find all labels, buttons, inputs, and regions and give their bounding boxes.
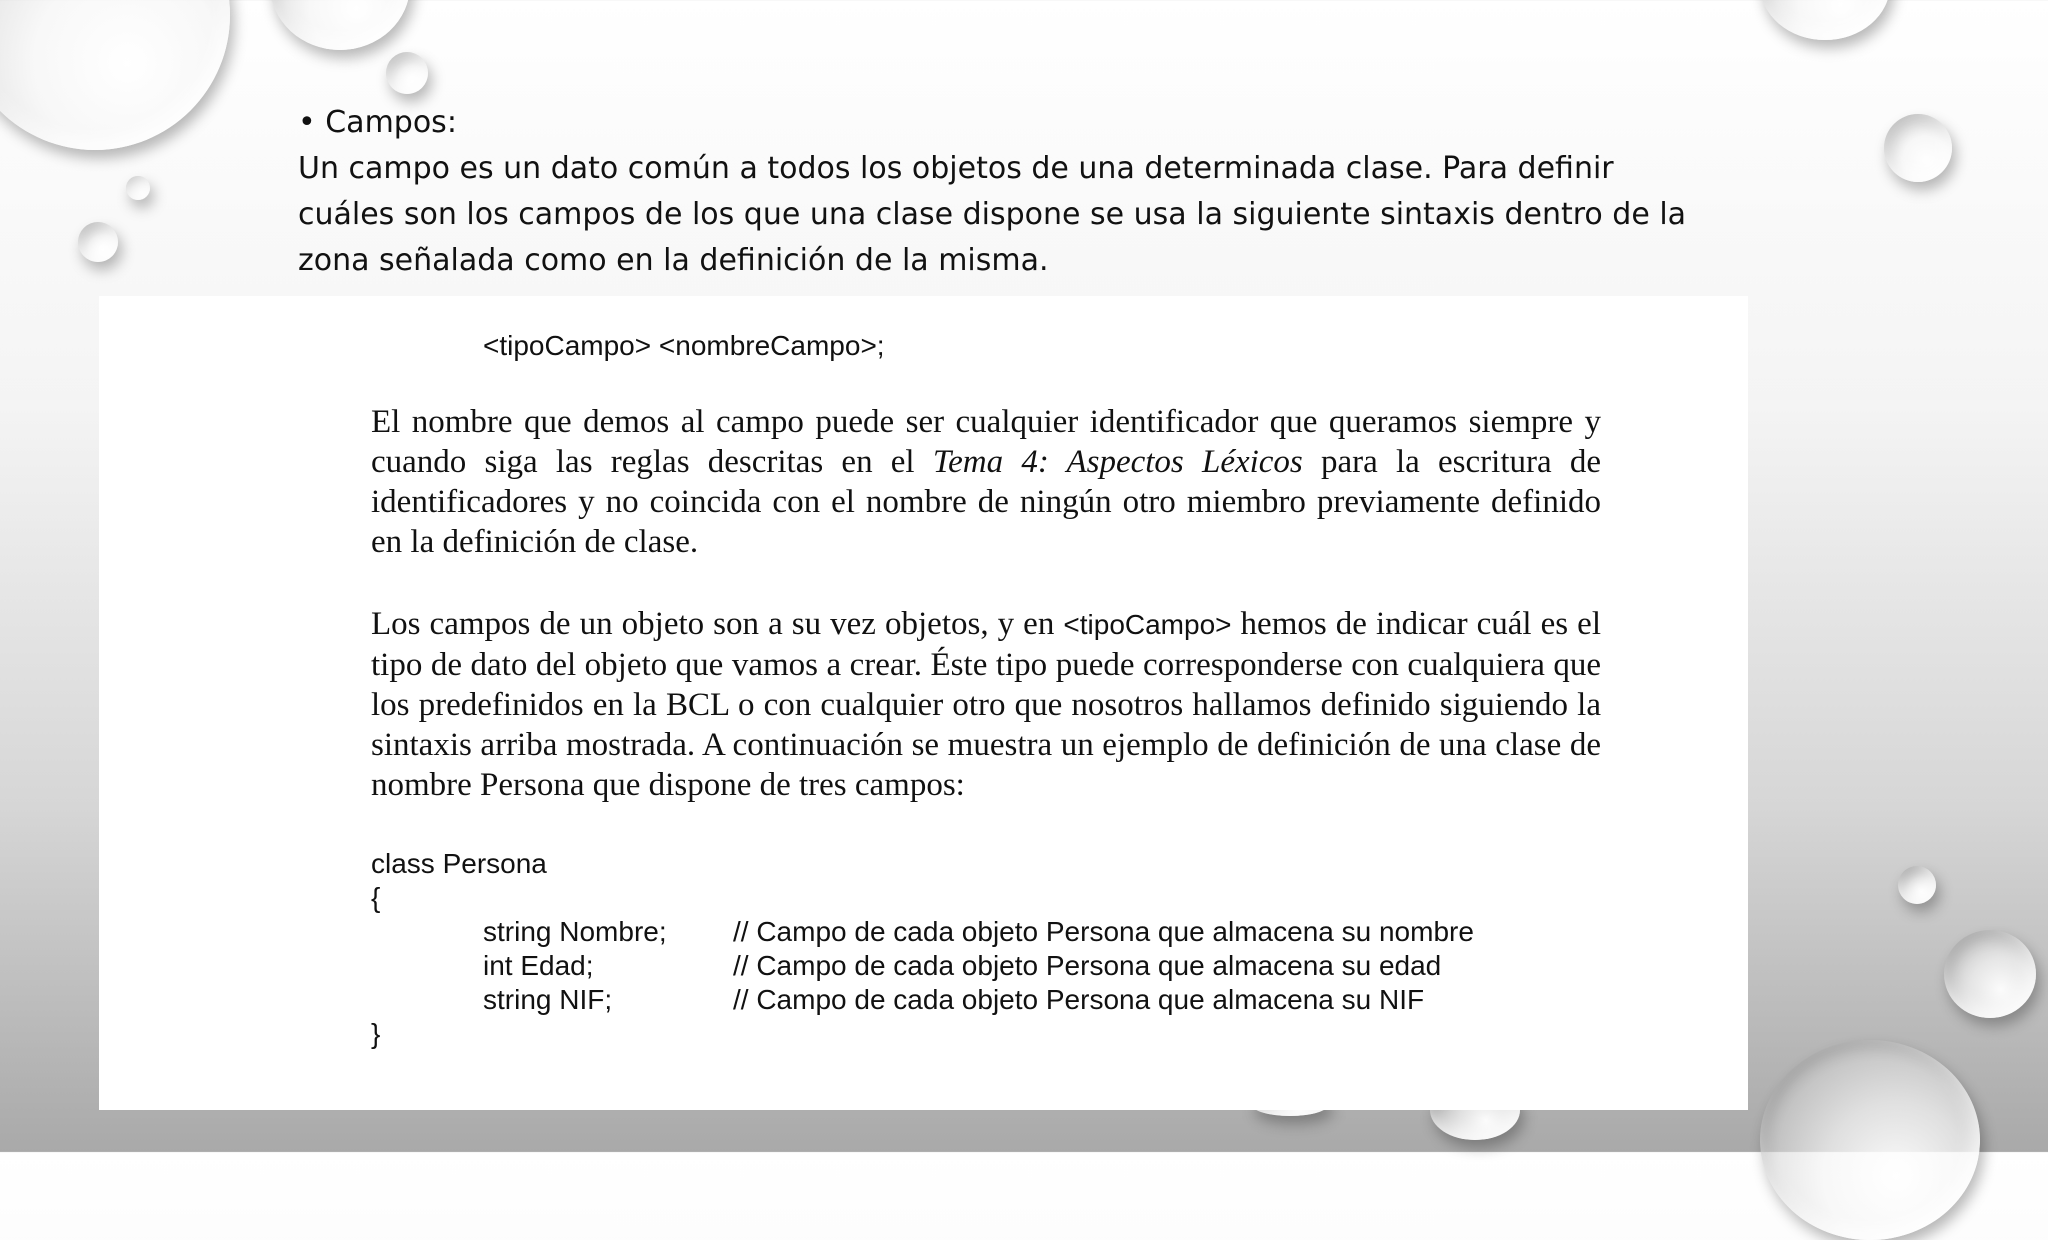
code-field-row — [371, 983, 1701, 1017]
italic-reference: Tema 4: Aspectos Léxicos — [932, 444, 1303, 480]
water-drop-decoration — [126, 176, 150, 200]
code-field-row — [371, 949, 1701, 983]
paragraph-text: Los campos de un objeto son a su vez objetos, y en — [371, 606, 1064, 642]
water-drop-decoration — [1760, 1040, 1980, 1240]
code-class-line: class Persona — [371, 848, 547, 879]
water-drop-decoration — [270, 0, 410, 50]
document-figure — [99, 296, 1748, 1110]
code-example — [371, 847, 1701, 1051]
water-drop-decoration — [1898, 866, 1936, 904]
inline-code: <tipoCampo> — [1063, 609, 1232, 640]
water-drop-decoration — [1884, 114, 1952, 182]
syntax-line: <tipoCampo> <nombreCampo>; — [483, 330, 885, 361]
water-drop-decoration — [1944, 930, 2036, 1018]
paragraph-field-types — [371, 604, 1601, 805]
paragraph-text: El nombre que demos al campo puede ser cualquier identificador que queramos siempre y cuando siga las reglas descritas en el — [371, 404, 1601, 480]
code-field-declaration: string NIF; — [483, 984, 613, 1015]
code-open-brace: { — [371, 882, 381, 913]
document-figure-content — [371, 326, 1701, 1051]
paragraph-text: hemos de indicar cuál es el tipo de dato del objeto que vamos a crear. Éste tipo puede corresponderse con cualquiera que los predefinidos en la BCL o con cualquier otro que nosotros hallamos definido siguiendo la sintaxis arriba mostrada. A continuación se muestra un ejemplo de definición de una clase de nombre Persona que dispone de tres campos: — [371, 606, 1601, 803]
code-field-comment: // Campo de cada objeto Persona que almacena su edad — [733, 950, 1442, 981]
code-field-comment: // Campo de cada objeto Persona que almacena su NIF — [733, 984, 1425, 1015]
paragraph-text: para la escritura de identificadores y no coincida con el nombre de ningún otro miembro previamente definido en la definición de clase. — [371, 444, 1601, 560]
code-field-declaration: string Nombre; — [483, 916, 667, 947]
paragraph-naming-rules — [371, 402, 1601, 562]
code-field-comment: // Campo de cada objeto Persona que almacena su nombre — [733, 916, 1474, 947]
water-drop-decoration — [1760, 0, 1890, 40]
code-field-declaration: int Edad; — [483, 950, 594, 981]
water-drop-decoration — [78, 222, 118, 262]
intro-paragraph: Un campo es un dato común a todos los objetos de una determinada clase. Para definir cuáles son los campos de los que una clase dispone se usa la siguiente sintaxis dentro de la zona señalada como en la definición de la misma. — [298, 151, 1687, 278]
water-drop-decoration — [386, 52, 428, 94]
code-close-brace: } — [371, 1018, 381, 1049]
bullet-heading: • Campos: — [298, 105, 457, 140]
water-drop-decoration — [0, 0, 230, 150]
slide-text — [298, 100, 1718, 284]
code-field-row — [371, 915, 1701, 949]
